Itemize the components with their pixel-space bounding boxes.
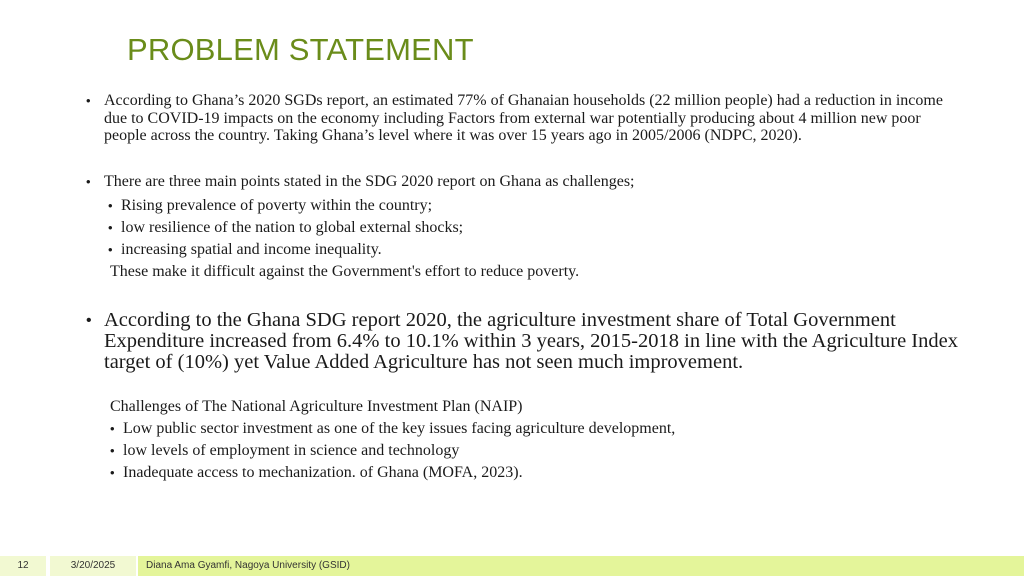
sub-item-text: low levels of employment in science and technology: [123, 442, 460, 459]
bullet-row: [86, 92, 966, 145]
bullet-row: [86, 310, 966, 373]
footer-author: Diana Ama Gyamfi, Nagoya University (GSID): [138, 556, 1024, 576]
sub-bullet-dot: •: [108, 241, 113, 257]
sub-bullet-dot: •: [110, 421, 115, 436]
sub-item: [110, 440, 960, 462]
sub-bullet-dot: •: [110, 465, 115, 480]
sub-item: [110, 418, 960, 440]
sub-item-text: Inadequate access to mechanization. of Ghana (MOFA, 2023).: [123, 464, 523, 481]
page-number: 12: [0, 556, 46, 576]
sub-item-text: low resilience of the nation to global external shocks;: [121, 218, 464, 236]
bullet-row: [86, 173, 966, 191]
bullet-covid-income: [86, 92, 966, 145]
bullet-sdg-challenges: [86, 173, 966, 283]
bullet-dot: •: [86, 174, 91, 189]
bullet-dot: •: [86, 312, 92, 329]
naip-challenges: [110, 396, 960, 484]
naip-heading: Challenges of The National Agriculture Investment Plan (NAIP): [110, 398, 523, 415]
slide-title: PROBLEM STATEMENT: [127, 32, 474, 67]
sub-item-text: Low public sector investment as one of the key issues facing agriculture development,: [123, 420, 676, 437]
sub-item-text: Rising prevalence of poverty within the country;: [121, 196, 433, 214]
challenges-note: These make it difficult against the Government's effort to reduce poverty.: [110, 262, 580, 280]
slide-footer: [0, 556, 1024, 576]
sub-bullet-dot: •: [110, 443, 115, 458]
footer-date: 3/20/2025: [50, 556, 136, 576]
sub-item: [108, 217, 966, 239]
sub-list: [110, 418, 960, 484]
sub-item: [110, 462, 960, 484]
bullet-text: According to Ghana’s 2020 SGDs report, an estimated 77% of Ghanaian households (22 million people) had a reduction in income due to COVID-19 impacts on the economy including Factors from external war potentially producing about 4 million new poor people across the country. Taking Ghana’s level where it was over 15 years ago in 2005/2006 (NDPC, 2020).: [104, 92, 943, 144]
bullet-text: There are three main points stated in the SDG 2020 report on Ghana as challenges;: [104, 173, 635, 190]
sub-item: [108, 195, 966, 217]
sub-list: [108, 195, 966, 261]
sub-item-text: increasing spatial and income inequality.: [121, 240, 382, 258]
sub-item: [108, 239, 966, 261]
sub-bullet-dot: •: [108, 197, 113, 213]
bullet-dot: •: [86, 93, 91, 108]
sub-bullet-dot: •: [108, 219, 113, 235]
bullet-text: According to the Ghana SDG report 2020, the agriculture investment share of Total Government Expenditure increased from 6.4% to 10.1% within 3 years, 2015-2018 in line with the Agriculture Index target of (10%) yet Value Added Agriculture has not seen much improvement.: [104, 309, 958, 373]
bullet-agri-investment: [86, 310, 966, 373]
